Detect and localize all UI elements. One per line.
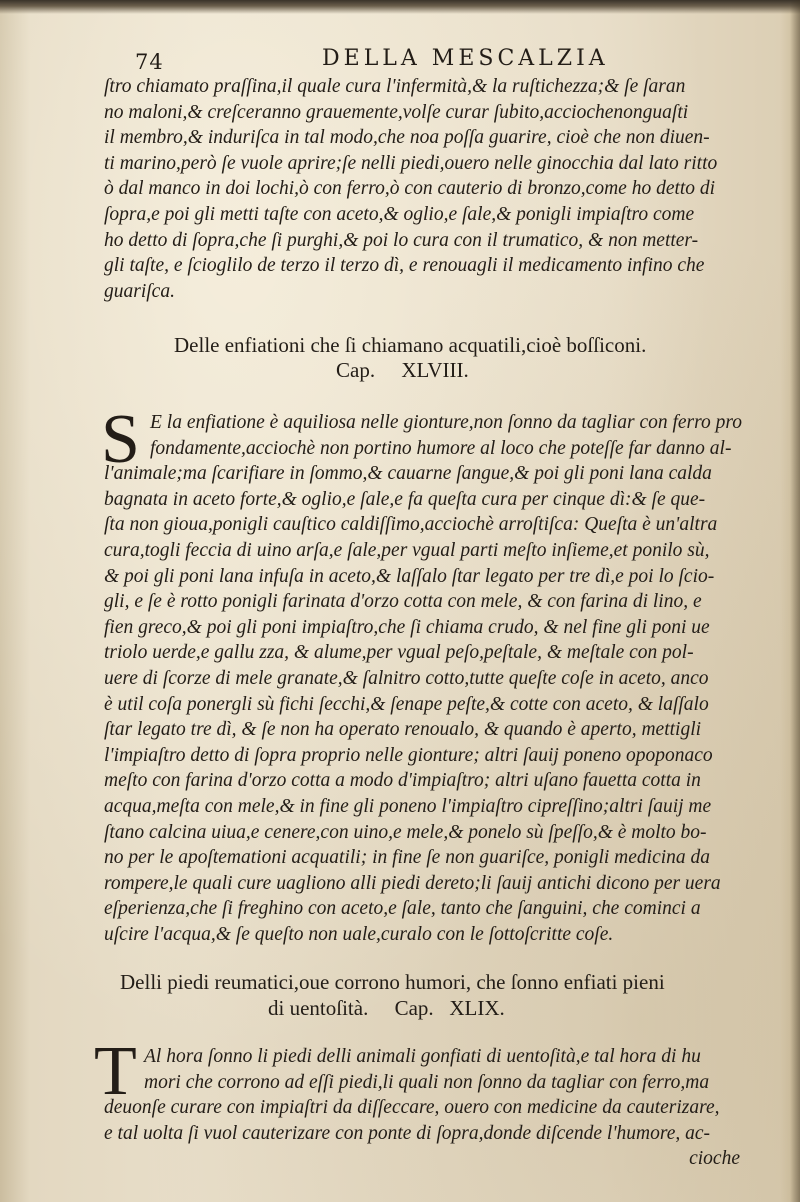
text-line: mori che corrono ad eſſi piedi,li quali non ſonno da tagliar con ferro,ma xyxy=(144,1071,710,1093)
text-line: uſcire l'acqua,& ſe queſto non uale,curalo con le ſottoſcritte coſe. xyxy=(104,923,614,945)
page-number: 74 xyxy=(135,50,164,74)
text-line: no per le apoſtemationi acquatili; in fine ſe non guariſce, ponigli medicina da xyxy=(104,847,711,869)
text-line: guariſca. xyxy=(104,280,175,302)
continued-paragraph xyxy=(104,74,776,304)
text-line: ſta non gioua,ponigli cauſtico caldiſſimo,acciochè arroſtiſca: Queſta è un'altra xyxy=(104,514,718,536)
chapter-49-paragraph xyxy=(104,1044,776,1172)
text-line: Al hora ſonno li piedi delli animali gonfiati di uentoſità,e tal hora di hu xyxy=(144,1046,701,1067)
chapter-49-drop-cap: T xyxy=(94,1033,137,1110)
text-line: ſopra,e poi gli metti taſte con aceto,& oglio,e ſale,& ponigli impiaſtro come xyxy=(104,203,695,225)
text-line: meſto con farina d'orzo cotta a modo d'impiaſtro; altri uſano fauetta cotta in xyxy=(104,770,701,792)
text-line: uere di ſcorze di mele granate,& ſalnitro cotto,tutte queſte coſe in aceto, anco xyxy=(104,667,709,689)
chapter-48-paragraph xyxy=(104,410,776,947)
chapter-48-heading-line1: Delle enfiationi che ſi chiamano acquatili,cioè boſſiconi. xyxy=(174,333,647,357)
text-line: e tal uolta ſi vuol cauterizare con ponte di ſopra,donde diſcende l'humore, ac- xyxy=(104,1122,711,1144)
text-line: bagnata in aceto forte,& oglio,e ſale,e fa queſta cura per cinque dì:& ſe que- xyxy=(104,488,706,510)
chapter-49-heading-line2: di uentoſità. Cap. XLIX. xyxy=(268,996,505,1020)
text-line: ho detto di ſopra,che ſi purghi,& poi lo cura con il trumatico, & non metter- xyxy=(104,229,699,251)
chapter-49-heading-line1: Delli piedi reumatici,oue corrono humori, che ſonno enfiati pieni xyxy=(120,970,665,994)
text-line: & poi gli poni lana infuſa in aceto,& laſſalo ſtar legato per tre dì,e poi lo ſcio- xyxy=(104,565,715,587)
text-line: gli, e ſe è rotto ponigli farinata d'orzo cotta con mele, & con farina di lino, e xyxy=(104,591,702,613)
page-top-shadow xyxy=(0,0,800,14)
catchword: cioche xyxy=(689,1148,740,1170)
text-line: ſtar legato tre dì, & ſe non ha operato renoualo, & quando è aperto, mettigli xyxy=(104,719,702,741)
text-line: il membro,& induriſca in tal modo,che noa poſſa guarire, cioè che non diuen- xyxy=(104,127,710,149)
text-line: triolo uerde,e gallu zza, & alume,per vgual peſo,peſtale, & meſtale con pol- xyxy=(104,642,694,664)
text-line: deuonſe curare con impiaſtri da diſſeccare, ouero con medicine da cauterizare, xyxy=(104,1097,720,1119)
running-head: DELLA MESCALZIA xyxy=(322,46,609,71)
text-line: l'impiaſtro detto di ſopra proprio nelle gionture; altri ſauij poneno opoponaco xyxy=(104,744,713,766)
text-line: gli taſte, e ſcioglilo de terzo il terzo dì, e renouagli il medicamento infino che xyxy=(104,255,705,277)
text-line: ſtano calcina uiua,e cenere,con uino,e mele,& ponelo sù ſpeſſo,& è molto bo- xyxy=(104,821,707,843)
page-right-shadow xyxy=(790,0,800,1202)
text-line: E la enfiatione è aquiliosa nelle gionture,non ſonno da tagliar con ferro pro xyxy=(150,412,742,433)
text-line: è util coſa ponergli sù fichi ſecchi,& ſenape peſte,& cotte con aceto, & laſſalo xyxy=(104,693,709,715)
text-line: fondamente,acciochè non portino humore al loco che poteſſe far danno al- xyxy=(150,437,732,459)
text-line: fien greco,& poi gli poni impiaſtro,che ſi chiama crudo, & nel fine gli poni ue xyxy=(104,616,710,638)
text-line: ſtro chiamato praſſina,il quale cura l'infermità,& la ruſtichezza;& ſe ſaran xyxy=(104,76,686,97)
text-line: cura,togli feccia di uino arſa,e ſale,per vgual parti meſto inſieme,et ponilo sù, xyxy=(104,539,710,561)
text-line: eſperienza,che ſi freghino con aceto,e ſale, tanto che ſanguini, che cominci a xyxy=(104,898,701,920)
text-line: acqua,meſta con mele,& in fine gli poneno l'impiaſtro cipreſſino;altri ſauij me xyxy=(104,795,712,817)
text-line: ò dal manco in doi lochi,ò con ferro,ò con cauterio di bronzo,come ho detto di xyxy=(104,178,716,200)
text-line: ti marino,però ſe vuole aprire;ſe nelli piedi,ouero nelle ginocchia dal lato ritto xyxy=(104,152,718,174)
text-line: no maloni,& creſceranno grauemente,volſe curar ſubito,acciochenonguaſti xyxy=(104,101,689,123)
chapter-48-drop-cap: S xyxy=(101,401,140,478)
text-line: l'animale;ma ſcarifiare in ſommo,& cauarne ſangue,& poi gli poni lana calda xyxy=(104,463,712,485)
chapter-48-heading-line2: Cap. XLVIII. xyxy=(336,358,469,382)
text-line: rompere,le quali cure uagliono alli piedi dereto;li ſauij antichi dicono per uera xyxy=(104,872,721,894)
